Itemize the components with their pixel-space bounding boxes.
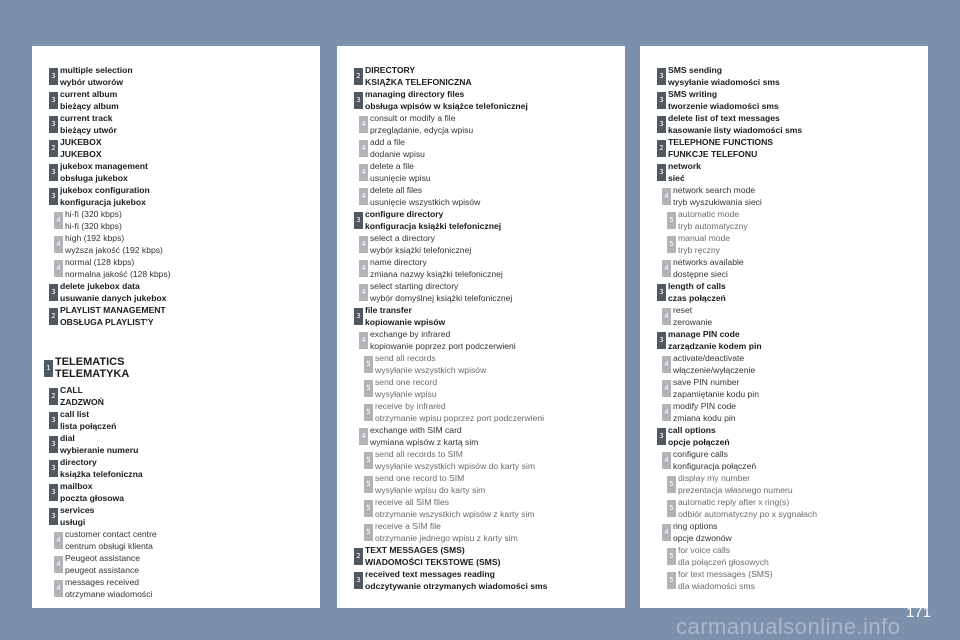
entry-text — [678, 472, 793, 496]
level-badge: 4 — [662, 524, 671, 541]
entry-text — [673, 376, 759, 400]
entry-text — [375, 472, 485, 496]
entry-text — [60, 280, 167, 304]
entry-label-pl: kopiowanie wpisów — [365, 317, 446, 327]
entry-text — [678, 568, 773, 592]
entry-label-en: configure directory — [365, 209, 444, 219]
entry-text — [668, 328, 762, 352]
entry-text — [673, 304, 712, 328]
level-badge: 5 — [364, 452, 373, 469]
entry-label-en: display my number — [678, 473, 751, 483]
level-badge: 4 — [54, 212, 63, 229]
entry-label-pl: obsługa jukebox — [60, 173, 128, 183]
entry-label-en: send all records to SIM — [375, 449, 463, 459]
entry-label-en: current album — [60, 89, 118, 99]
entry-label-pl: wybór utworów — [60, 77, 124, 87]
level-badge: 3 — [354, 212, 363, 229]
entry-label-en: save PIN number — [673, 377, 740, 387]
entry-label-en: add a file — [370, 137, 405, 147]
level-badge: 4 — [54, 580, 63, 597]
entry-text — [60, 456, 143, 480]
entry-label-en: reset — [673, 305, 693, 315]
level-badge: 5 — [667, 548, 676, 565]
entry-label-en: select a directory — [370, 233, 435, 243]
entry-label-pl: ZADZWOŃ — [60, 397, 104, 407]
entry-label-pl: opcje połączeń — [668, 437, 730, 447]
entry-label-pl: włączenie/wyłączenie — [673, 365, 756, 375]
entry-text — [668, 112, 802, 136]
entry-label-pl: wymiana wpisów z kartą sim — [370, 437, 479, 447]
entry-text — [60, 384, 104, 408]
entry-label-en: manual mode — [678, 233, 731, 243]
level-badge: 5 — [364, 404, 373, 421]
entry-text — [365, 88, 528, 112]
level-badge: 4 — [359, 260, 368, 277]
entry-text — [65, 208, 122, 232]
entry-text — [370, 160, 431, 184]
entry-text — [60, 304, 166, 328]
entry-label-en: TEXT MESSAGES (SMS) — [365, 545, 465, 555]
entry-label-en: delete list of text messages — [668, 113, 780, 123]
entry-label-en: receive all SIM files — [375, 497, 450, 507]
entry-label-pl: prezentacja własnego numeru — [678, 485, 793, 495]
entry-text — [60, 64, 133, 88]
entry-label-en: DIRECTORY — [365, 65, 416, 75]
entry-label-en: jukebox configuration — [60, 185, 150, 195]
entry-label-pl: wysyłanie wiadomości sms — [668, 77, 780, 87]
level-badge: 4 — [359, 188, 368, 205]
entry-label-pl: zarządzanie kodem pin — [668, 341, 762, 351]
entry-label-pl: zmiana nazwy książki telefonicznej — [370, 269, 503, 279]
level-badge: 3 — [657, 164, 666, 181]
watermark: carmanualsonline.info — [676, 614, 901, 639]
entry-label-en: call list — [60, 409, 90, 419]
level-badge: 5 — [364, 356, 373, 373]
level-badge: 4 — [662, 356, 671, 373]
entry-label-pl: odczytywanie otrzymanych wiadomości sms — [365, 581, 548, 591]
level-badge: 3 — [354, 92, 363, 109]
entry-text — [365, 64, 472, 88]
entry-text — [375, 520, 518, 544]
entry-text — [678, 544, 769, 568]
menu-column-3 — [640, 46, 928, 608]
level-badge: 3 — [49, 116, 58, 133]
entry-label-pl: hi-fi (320 kbps) — [65, 221, 122, 231]
level-badge: 3 — [657, 92, 666, 109]
level-badge: 4 — [662, 380, 671, 397]
level-badge: 2 — [354, 548, 363, 565]
entry-label-pl: wybór domyślnej książki telefonicznej — [370, 293, 513, 303]
entry-text — [673, 400, 736, 424]
entry-label-en: mailbox — [60, 481, 93, 491]
entry-label-en: messages received — [65, 577, 140, 587]
entry-text — [375, 376, 437, 400]
page-number: 171 — [906, 604, 932, 621]
level-badge: 2 — [657, 140, 666, 157]
level-badge: 2 — [49, 388, 58, 405]
entry-text — [370, 184, 480, 208]
entry-text — [370, 232, 471, 256]
level-badge: 4 — [54, 556, 63, 573]
entry-label-en: receive by infrared — [375, 401, 446, 411]
entry-text — [60, 504, 94, 528]
entry-label-en: Peugeot assistance — [65, 553, 141, 563]
level-badge: 4 — [54, 236, 63, 253]
entry-label-en: for text messages (SMS) — [678, 569, 773, 579]
entry-label-pl: wyższa jakość (192 kbps) — [65, 245, 163, 255]
entry-label-pl: wybieranie numeru — [60, 445, 139, 455]
entry-label-en: hi-fi (320 kbps) — [65, 209, 122, 219]
entry-label-pl: WIADOMOŚCI TEKSTOWE (SMS) — [365, 557, 501, 567]
level-badge: 3 — [354, 308, 363, 325]
entry-text — [370, 136, 425, 160]
level-badge: 4 — [359, 116, 368, 133]
entry-label-en: file transfer — [365, 305, 412, 315]
entry-text — [375, 448, 535, 472]
entry-text — [370, 424, 478, 448]
entry-label-pl: zapamiętanie kodu pin — [673, 389, 759, 399]
entry-text — [668, 136, 773, 160]
entry-label-en: configure calls — [673, 449, 728, 459]
level-badge: 4 — [359, 164, 368, 181]
entry-label-en: high (192 kbps) — [65, 233, 125, 243]
entry-label-pl: przeglądanie, edycja wpisu — [370, 125, 474, 135]
level-badge: 4 — [662, 404, 671, 421]
entry-text — [668, 64, 780, 88]
entry-label-en: directory — [60, 457, 97, 467]
entry-label-en: TELEMATICS — [55, 356, 125, 368]
entry-text — [673, 448, 756, 472]
entry-label-en: exchange by infrared — [370, 329, 451, 339]
entry-label-pl: bieżący utwór — [60, 125, 117, 135]
entry-label-pl: zmiana kodu pin — [673, 413, 736, 423]
level-badge: 4 — [359, 284, 368, 301]
entry-label-pl: opcje dzwonów — [673, 533, 732, 543]
entry-label-pl: usługi — [60, 517, 86, 527]
entry-label-pl: OBSŁUGA PLAYLIST'Y — [60, 317, 154, 327]
entry-text — [60, 184, 150, 208]
entry-text — [668, 88, 779, 112]
entry-text — [60, 136, 102, 160]
level-badge: 4 — [662, 188, 671, 205]
entry-label-pl: peugeot assistance — [65, 565, 140, 575]
entry-label-en: select starting directory — [370, 281, 459, 291]
entry-label-pl: konfiguracja książki telefonicznej — [365, 221, 502, 231]
entry-label-en: manage PIN code — [668, 329, 740, 339]
entry-label-en: length of calls — [668, 281, 726, 291]
entry-text — [370, 280, 512, 304]
level-badge: 4 — [54, 260, 63, 277]
entry-label-en: dial — [60, 433, 75, 443]
entry-text — [65, 256, 171, 280]
entry-text — [60, 408, 116, 432]
entry-label-pl: książka telefoniczna — [60, 469, 143, 479]
entry-label-en: current track — [60, 113, 113, 123]
level-badge: 5 — [364, 500, 373, 517]
entry-label-pl: tryb ręczny — [678, 245, 721, 255]
entry-text — [370, 112, 473, 136]
entry-label-pl: usuwanie danych jukebox — [60, 293, 167, 303]
entry-text — [55, 356, 129, 380]
entry-text — [375, 400, 544, 424]
level-badge: 3 — [657, 284, 666, 301]
level-badge: 2 — [354, 68, 363, 85]
entry-label-pl: wysyłanie wszystkich wpisów do karty sim — [375, 461, 535, 471]
entry-label-pl: kasowanie listy wiadomości sms — [668, 125, 803, 135]
level-badge: 4 — [662, 452, 671, 469]
entry-text — [65, 552, 140, 576]
level-badge: 3 — [49, 436, 58, 453]
menu-column-1 — [32, 46, 320, 608]
entry-label-pl: odbiór automatyczny po x sygnałach — [678, 509, 818, 519]
entry-text — [365, 304, 445, 328]
entry-label-pl: sieć — [668, 173, 685, 183]
entry-label-pl: otrzymanie jednego wpisu z karty sim — [375, 533, 518, 543]
entry-label-en: network — [668, 161, 701, 171]
entry-label-pl: normalna jakość (128 kbps) — [65, 269, 171, 279]
entry-label-en: automatic mode — [678, 209, 740, 219]
level-badge: 3 — [657, 428, 666, 445]
entry-label-en: received text messages reading — [365, 569, 495, 579]
level-badge: 3 — [49, 284, 58, 301]
entry-label-pl: JUKEBOX — [60, 149, 102, 159]
entry-label-en: consult or modify a file — [370, 113, 456, 123]
level-badge: 4 — [359, 332, 368, 349]
entry-text — [65, 528, 157, 552]
entry-text — [365, 544, 500, 568]
entry-text — [60, 112, 117, 136]
entry-label-pl: tryb wyszukiwania sieci — [673, 197, 762, 207]
entry-label-pl: usunięcie wszystkich wpisów — [370, 197, 481, 207]
entry-text — [365, 208, 501, 232]
entry-label-pl: czas połączeń — [668, 293, 726, 303]
entry-label-pl: dla wiadomości sms — [678, 581, 755, 591]
entry-text — [673, 352, 755, 376]
entry-label-pl: obsługa wpisów w książce telefonicznej — [365, 101, 528, 111]
entry-label-en: send all records — [375, 353, 436, 363]
entry-label-pl: tworzenie wiadomości sms — [668, 101, 779, 111]
level-badge: 3 — [657, 332, 666, 349]
entry-label-en: delete jukebox data — [60, 281, 140, 291]
entry-label-en: name directory — [370, 257, 427, 267]
entry-label-pl: wysyłanie wpisu do karty sim — [375, 485, 486, 495]
entry-label-pl: poczta głosowa — [60, 493, 124, 503]
entry-label-en: CALL — [60, 385, 83, 395]
entry-label-en: activate/deactivate — [673, 353, 745, 363]
entry-text — [375, 352, 486, 376]
level-badge: 5 — [364, 476, 373, 493]
entry-text — [673, 520, 732, 544]
entry-text — [60, 160, 148, 184]
level-badge: 4 — [359, 428, 368, 445]
entry-label-pl: dostępne sieci — [673, 269, 728, 279]
level-badge: 5 — [667, 500, 676, 517]
entry-label-pl: bieżący album — [60, 101, 119, 111]
entry-text — [60, 432, 138, 456]
level-badge: 3 — [49, 460, 58, 477]
entry-label-en: normal (128 kbps) — [65, 257, 135, 267]
entry-label-pl: wysyłanie wpisu — [375, 389, 437, 399]
level-badge: 3 — [49, 164, 58, 181]
entry-label-en: jukebox management — [60, 161, 148, 171]
entry-text — [370, 328, 516, 352]
entry-label-pl: KSIĄŻKA TELEFONICZNA — [365, 77, 472, 87]
entry-label-pl: usunięcie wpisu — [370, 173, 431, 183]
entry-label-en: delete a file — [370, 161, 414, 171]
level-badge: 5 — [667, 212, 676, 229]
entry-text — [65, 576, 152, 600]
entry-label-pl: zerowanie — [673, 317, 713, 327]
entry-text — [668, 280, 726, 304]
level-badge: 3 — [49, 92, 58, 109]
entry-text — [668, 424, 730, 448]
entry-text — [60, 480, 124, 504]
level-badge: 5 — [667, 572, 676, 589]
entry-label-en: call options — [668, 425, 716, 435]
level-badge: 3 — [49, 188, 58, 205]
entry-label-en: multiple selection — [60, 65, 133, 75]
entry-label-pl: konfiguracja jukebox — [60, 197, 146, 207]
level-badge: 3 — [657, 68, 666, 85]
level-badge: 5 — [364, 380, 373, 397]
entry-label-pl: lista połączeń — [60, 421, 117, 431]
entry-label-en: PLAYLIST MANAGEMENT — [60, 305, 166, 315]
entry-label-pl: wybór książki telefonicznej — [370, 245, 472, 255]
entry-label-pl: dla połączeń głosowych — [678, 557, 769, 567]
entry-label-pl: dodanie wpisu — [370, 149, 425, 159]
entry-text — [60, 88, 119, 112]
entry-label-pl: FUNKCJE TELEFONU — [668, 149, 758, 159]
entry-text — [673, 256, 744, 280]
entry-label-pl: centrum obsługi klienta — [65, 541, 153, 551]
entry-label-pl: otrzymanie wszystkich wpisów z karty sim — [375, 509, 535, 519]
entry-text — [65, 232, 163, 256]
level-badge: 1 — [44, 360, 53, 377]
entry-text — [678, 208, 748, 232]
entry-label-en: SMS writing — [668, 89, 718, 99]
level-badge: 3 — [657, 116, 666, 133]
entry-label-pl: otrzymanie wpisu poprzez port podczerwieni — [375, 413, 545, 423]
entry-label-pl: TELEMATYKA — [55, 368, 130, 380]
entry-text — [673, 184, 762, 208]
entry-label-pl: wysyłanie wszystkich wpisów — [375, 365, 487, 375]
entry-label-en: delete all files — [370, 185, 423, 195]
level-badge: 4 — [662, 260, 671, 277]
entry-label-en: services — [60, 505, 95, 515]
entry-label-en: SMS sending — [668, 65, 722, 75]
level-badge: 2 — [49, 140, 58, 157]
level-badge: 4 — [662, 308, 671, 325]
level-badge: 4 — [54, 532, 63, 549]
level-badge: 4 — [359, 236, 368, 253]
entry-label-en: network search mode — [673, 185, 756, 195]
level-badge: 3 — [354, 572, 363, 589]
level-badge: 5 — [667, 236, 676, 253]
entry-label-en: send one record to SIM — [375, 473, 465, 483]
entry-label-pl: tryb automatyczny — [678, 221, 748, 231]
entry-label-pl: konfiguracja połączeń — [673, 461, 757, 471]
entry-text — [678, 496, 817, 520]
entry-text — [375, 496, 535, 520]
entry-label-pl: kopiowanie poprzez port podczerwieni — [370, 341, 516, 351]
entry-label-en: customer contact centre — [65, 529, 157, 539]
level-badge: 5 — [364, 524, 373, 541]
entry-text — [678, 232, 730, 256]
menu-column-2 — [337, 46, 625, 608]
entry-label-en: send one record — [375, 377, 438, 387]
entry-label-en: exchange with SIM card — [370, 425, 462, 435]
entry-text — [365, 568, 547, 592]
level-badge: 2 — [49, 308, 58, 325]
level-badge: 4 — [359, 140, 368, 157]
entry-text — [668, 160, 701, 184]
level-badge: 3 — [49, 508, 58, 525]
level-badge: 5 — [667, 476, 676, 493]
entry-label-en: automatic reply after x ring(s) — [678, 497, 790, 507]
entry-label-en: managing directory files — [365, 89, 465, 99]
entry-label-en: receive a SIM file — [375, 521, 441, 531]
entry-label-en: networks available — [673, 257, 744, 267]
entry-label-en: modify PIN code — [673, 401, 737, 411]
level-badge: 3 — [49, 412, 58, 429]
entry-text — [370, 256, 503, 280]
entry-label-pl: otrzymane wiadomości — [65, 589, 153, 599]
entry-label-en: for voice calls — [678, 545, 731, 555]
entry-label-en: ring options — [673, 521, 718, 531]
entry-label-en: TELEPHONE FUNCTIONS — [668, 137, 774, 147]
level-badge: 3 — [49, 484, 58, 501]
level-badge: 3 — [49, 68, 58, 85]
entry-label-en: JUKEBOX — [60, 137, 102, 147]
